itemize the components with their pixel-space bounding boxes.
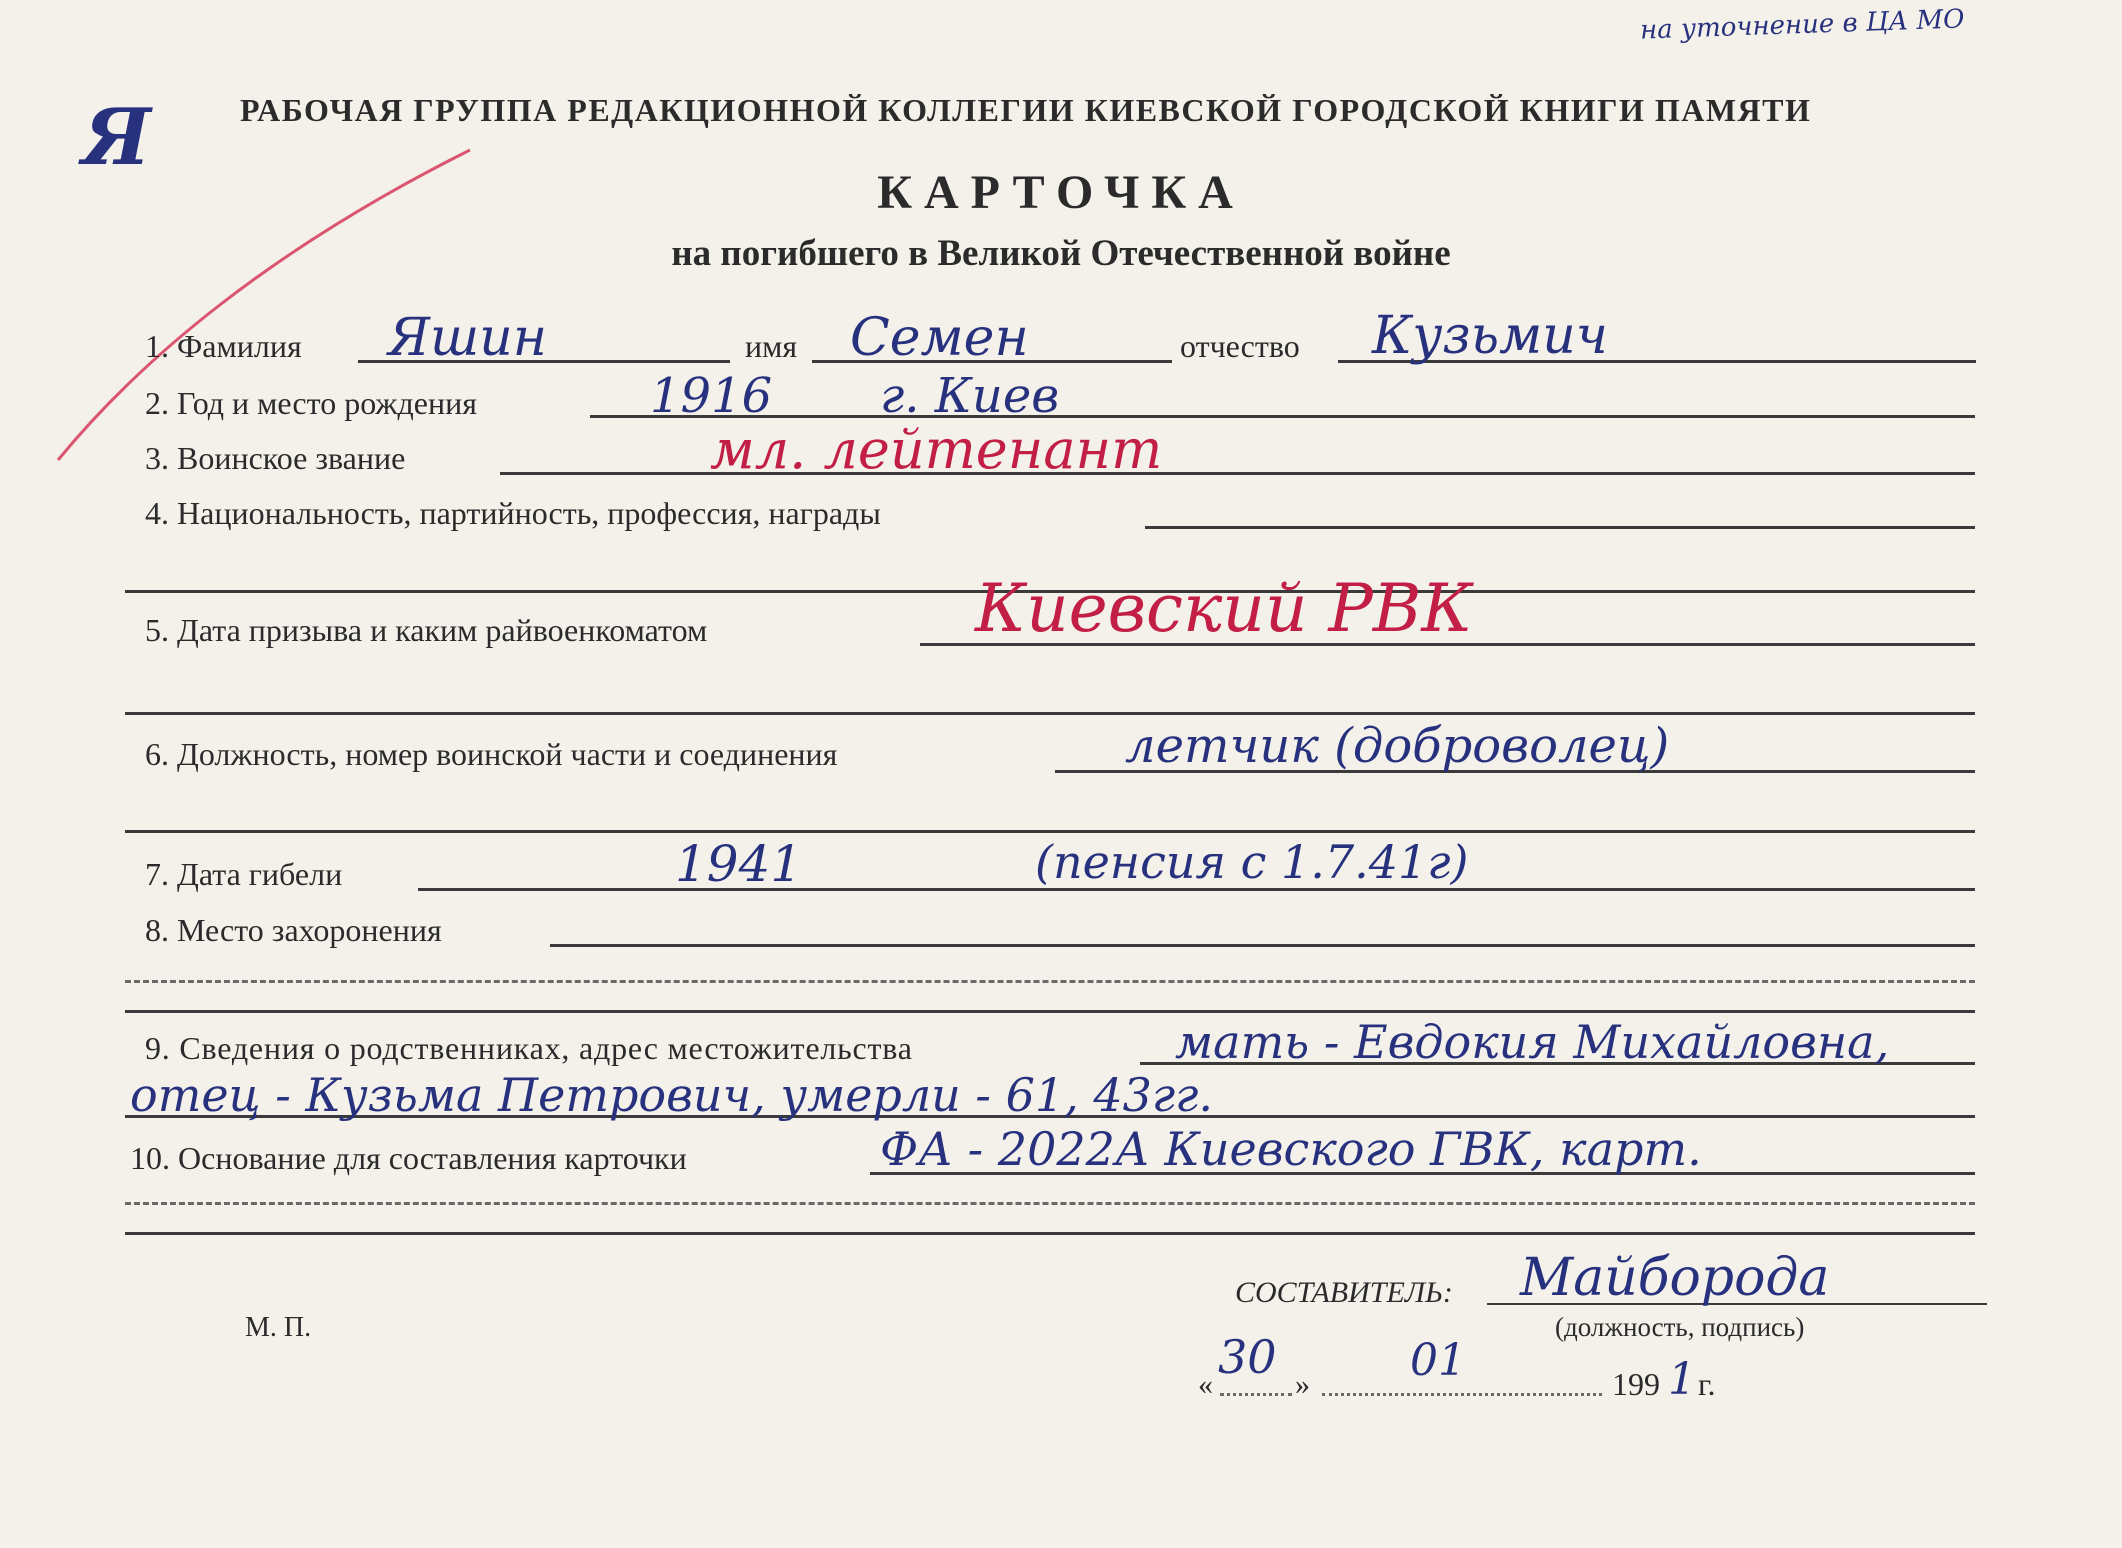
position-value: летчик (доброволец) (1125, 718, 1670, 774)
surname-value: Яшин (388, 308, 547, 368)
death-note-value: (пенсия с 1.7.41г) (1035, 835, 1469, 889)
birth-place-value: г. Киев (880, 368, 1060, 424)
date-day: 30 (1218, 1330, 1277, 1384)
name-label: имя (745, 328, 798, 364)
date-suffix: г. (1698, 1366, 1716, 1402)
death-date-label: 7. Дата гибели (145, 856, 343, 892)
burial-line (550, 944, 1975, 947)
relatives-label: 9. Сведения о родственниках, адрес местожительства (145, 1030, 913, 1066)
burial-dotted-line (125, 980, 1975, 983)
top-note: на уточнение в ЦА МО (1639, 4, 1965, 46)
birth-year-value: 1916 (650, 368, 773, 424)
birth-label: 2. Год и место рождения (145, 385, 477, 421)
basis-value: ФА - 2022А Киевского ГВК, карт. (880, 1122, 1702, 1176)
name-value: Семен (850, 308, 1029, 368)
date-month-dots (1322, 1393, 1602, 1396)
composer-signature: Майборода (1520, 1248, 1830, 1308)
burial-line-2 (125, 1010, 1975, 1013)
conscription-line-2 (125, 712, 1975, 715)
conscription-value: Киевский РВК (975, 570, 1473, 647)
rank-value: мл. лейтенант (710, 418, 1163, 481)
relatives-value-1: мать - Евдокия Михайловна, (1175, 1015, 1890, 1069)
basis-line-2 (125, 1232, 1975, 1235)
composer-label: СОСТАВИТЕЛЬ: (1235, 1276, 1453, 1309)
stamp-place: М. П. (245, 1312, 312, 1343)
surname-label: 1. Фамилия (145, 328, 302, 364)
death-year-value: 1941 (675, 835, 803, 893)
date-day-dots (1220, 1393, 1292, 1396)
basis-label: 10. Основание для составления карточки (130, 1140, 687, 1176)
date-year-printed: 199 (1612, 1366, 1660, 1402)
date-month: 01 (1410, 1335, 1466, 1386)
date-open-quote: « (1198, 1368, 1213, 1401)
card-title: КАРТОЧКА (877, 166, 1245, 219)
rank-label: 3. Воинское звание (145, 440, 406, 476)
position-label: 6. Должность, номер воинской части и соединения (145, 736, 838, 772)
patronymic-value: Кузьмич (1372, 306, 1609, 366)
relatives-value-2: отец - Кузьма Петрович, умерли - 61, 43гг. (130, 1068, 1213, 1122)
nationality-line (1145, 526, 1975, 529)
card-subtitle: на погибшего в Великой Отечественной войне (671, 233, 1451, 274)
nationality-label: 4. Национальность, партийность, профессия, награды (145, 495, 881, 531)
date-year-hand: 1 (1668, 1354, 1696, 1405)
basis-dotted-line (125, 1202, 1975, 1205)
organization-header: РАБОЧАЯ ГРУППА РЕДАКЦИОННОЙ КОЛЛЕГИИ КИЕВСКОЙ ГОРОДСКОЙ КНИГИ ПАМЯТИ (240, 92, 1812, 128)
position-line-2 (125, 830, 1975, 833)
conscription-label: 5. Дата призыва и каким райвоенкоматом (145, 612, 708, 648)
patronymic-label: отчество (1180, 328, 1300, 364)
date-close-quote: » (1295, 1368, 1310, 1401)
burial-label: 8. Место захоронения (145, 912, 442, 948)
composer-caption: (должность, подпись) (1555, 1312, 1805, 1342)
corner-mark: Я (82, 92, 151, 183)
